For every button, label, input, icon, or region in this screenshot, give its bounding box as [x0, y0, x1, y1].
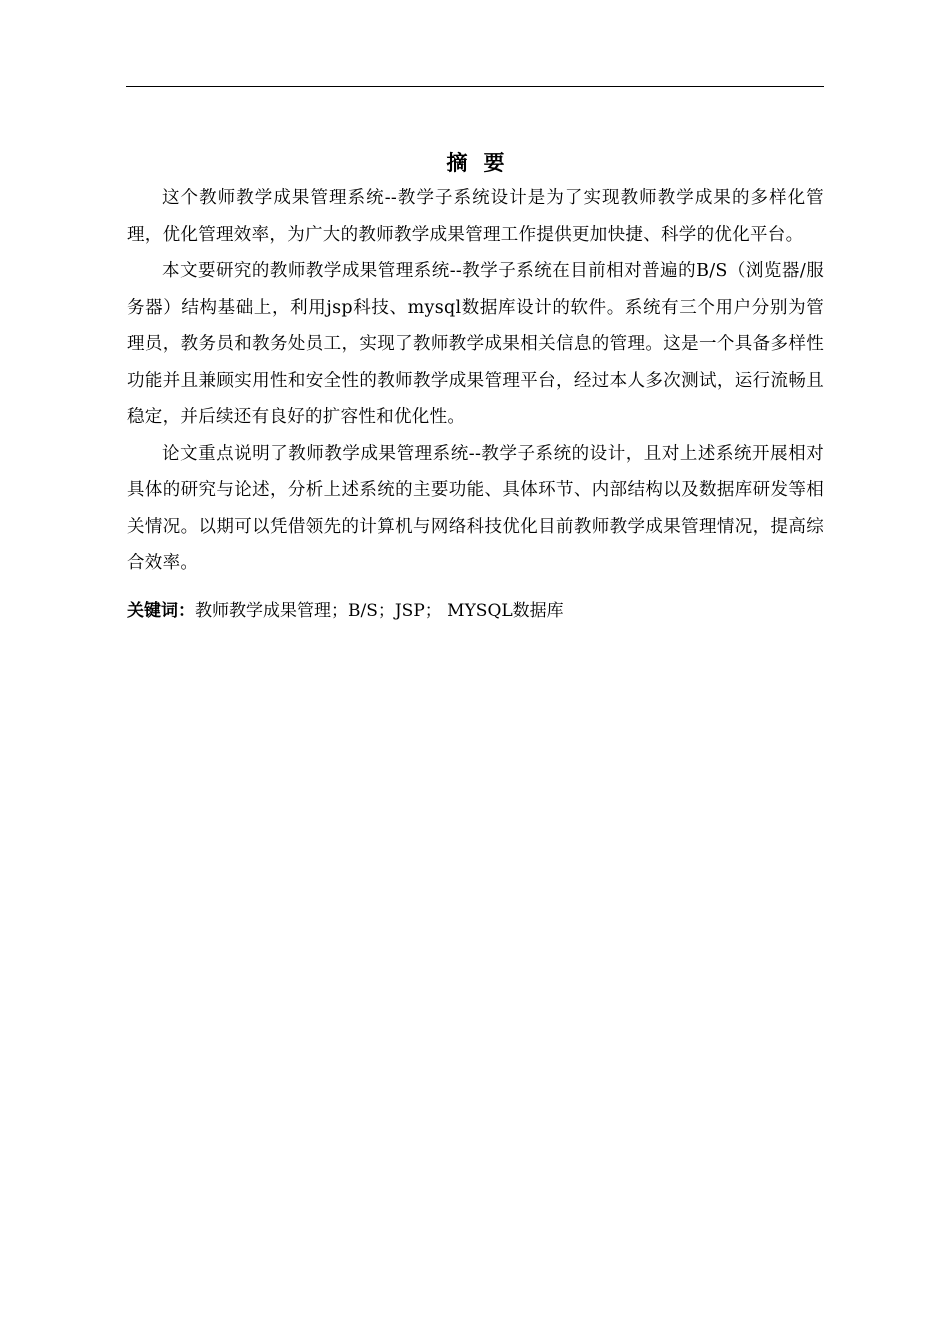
abstract-title: 摘要 — [446, 151, 521, 175]
abstract-paragraph-3: 论文重点说明了教师教学成果管理系统--教学子系统的设计，且对上述系统开展相对具体的研究与论述，分析上述系统的主要功能、具体环节、内部结构以及数据库研发等相关情况。以期可以凭借领先的计算机与网络科技优化目前教师教学成果管理情况，提高综合效率。 — [127, 443, 824, 573]
abstract-paragraph-1: 这个教师教学成果管理系统--教学子系统设计是为了实现教师教学成果的多样化管理，优化管理效率，为广大的教师教学成果管理工作提供更加快捷、科学的优化平台。 — [127, 188, 824, 245]
keywords-line — [127, 596, 824, 626]
abstract-section — [127, 146, 824, 626]
header-rule — [126, 86, 824, 87]
keywords-text: 教师教学成果管理；B/S；JSP； MYSQL数据库 — [195, 600, 564, 621]
abstract-paragraph-2: 本文要研究的教师教学成果管理系统--教学子系统在目前相对普遍的B/S（浏览器/服务器）结构基础上，利用jsp科技、mysql数据库设计的软件。系统有三个用户分别为管理员，教务员和教务处员工，实现了教师教学成果相关信息的管理。这是一个具备多样性功能并且兼顾实用性和安全性的教师教学成果管理平台，经过本人多次测试，运行流畅且稳定，并后续还有良好的扩容性和优化性。 — [127, 261, 824, 427]
keywords-label: 关键词： — [127, 600, 195, 621]
